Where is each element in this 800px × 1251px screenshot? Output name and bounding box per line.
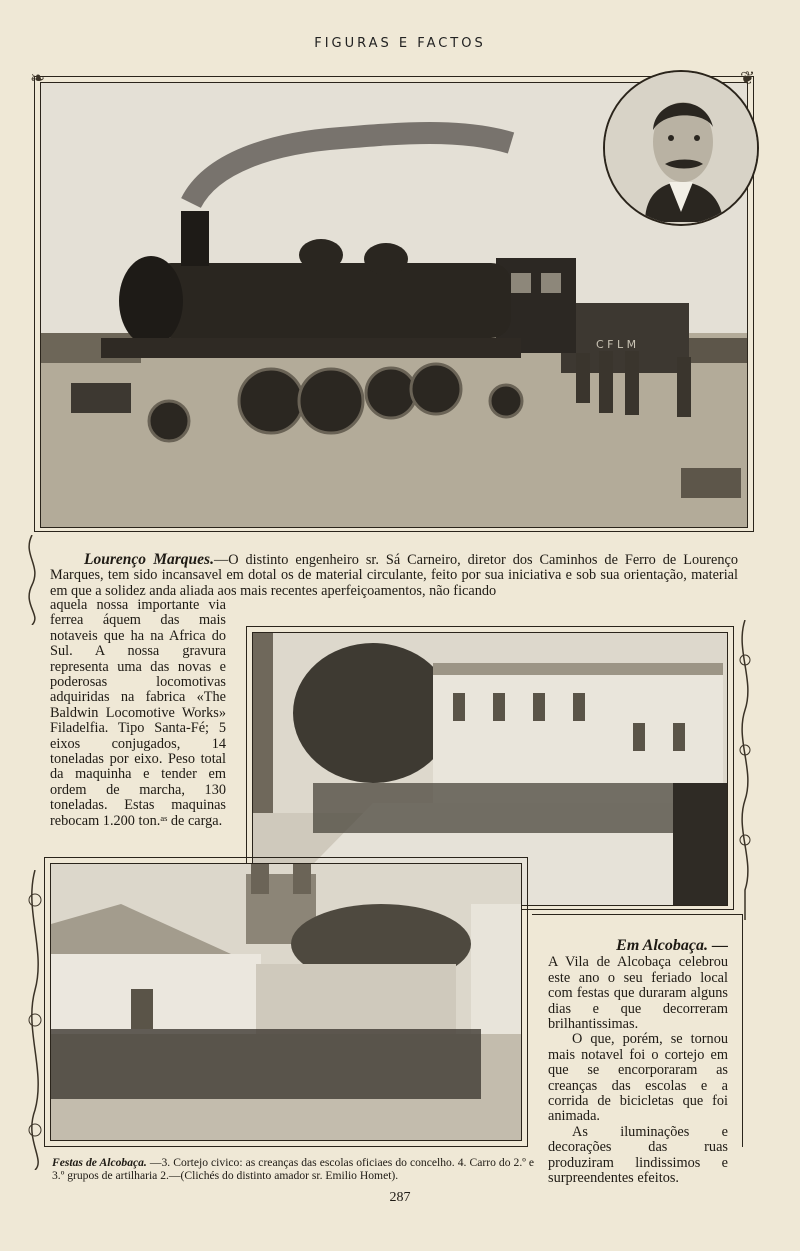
article-alcobaca-para2: O que, porém, se tornou mais notavel foi o cortejo em que se encorporaram as creanças das escolas e a corrida de bicicletas que foi animada. xyxy=(548,1031,728,1125)
festival-photo-caption xyxy=(52,1157,534,1182)
article-alcobaca-para1: A Vila de Alcobaça celebrou este ano o seu feriado local com festas que duraram alguns dias e que decorreram brilhantissimas. xyxy=(548,954,728,1033)
page-number: 287 xyxy=(389,1190,411,1205)
page-header: FIGURAS E FACTOS xyxy=(314,36,486,51)
article-alcobaca-title: Em Alcobaça. — xyxy=(616,937,728,954)
festival-photo xyxy=(50,863,522,1141)
article-alcobaca xyxy=(548,938,728,1187)
ornament-vine-bottom-left xyxy=(24,870,46,1170)
engineer-portrait xyxy=(603,70,759,226)
article-lourenco-continuation: aquela nossa importante via ferrea áquem das mais notaveis que ha na Africa do Sul. A nossa gravura representa uma das novas e poderosas locomotivas adquiridas na fabrica «The Baldwin Locomotive Works» Filadelfia. Tipo Santa-Fé; 5 eixos conjugados, 14 toneladas por eixo. Peso total da maquinha e tender em ordem de marcha, 130 toneladas. Estas maquinas rebocam 1.200 ton.ᵃˢ de carga. xyxy=(50,597,226,829)
ornament-vine-left xyxy=(22,535,42,625)
caption-title: Festas de Alcobaça. xyxy=(52,1156,147,1169)
article-lourenco-intro xyxy=(50,552,738,599)
tender-lettering: C F L M xyxy=(596,338,637,351)
caption-text: —3. Cortejo civico: as creanças das escolas oficiaes do concelho. 4. Carro do 2.º e 3.º grupos de artilharia 2.—(Clichés do distinto amador sr. Emilio Homet). xyxy=(52,1156,534,1182)
article-lourenco-title: Lourenço Marques. xyxy=(84,551,214,568)
ornament-vine-right xyxy=(735,620,755,920)
article-alcobaca-para3: As iluminações e decorações das ruas produziram lindissimos e surpreendentes efeitos. xyxy=(548,1123,728,1187)
article-lourenco-intro-body: —O distinto engenheiro sr. Sá Carneiro, diretor dos Caminhos de Ferro de Lourenço Marques, tem sido incansavel em dotal os de material circulante, feito por sua iniciativa e sob sua orientação, material em que a solidez anda aliada aos mais recentes aperfeiçoamentos, não ficando xyxy=(50,552,738,599)
ornament-top-right: ❦ xyxy=(740,68,756,89)
ornament-top-left: ❧ xyxy=(30,68,46,89)
